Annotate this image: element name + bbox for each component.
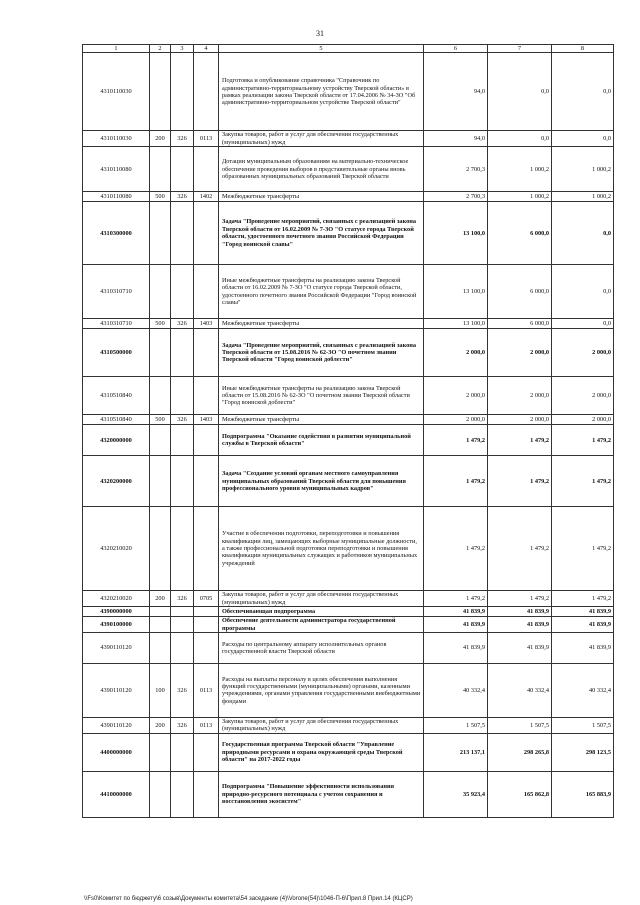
- cell-name: Подпрограмма "Повышение эффективности использования природно-ресурсного потенциала с учетом сохранения и восстановления экосистем": [219, 771, 424, 817]
- cell-v2: 1 479,2: [488, 591, 552, 607]
- cell-v1: 1 479,2: [424, 507, 488, 591]
- cell-name: Участие в обеспечении подготовки, переподготовки и повышения квалификации лиц, замещающих выборные муниципальные должности, а также профессиональной подготовки переподготовки и повышения квалификации муниципальных служащих и работников муниципальных учреждений: [219, 507, 424, 591]
- cell-c2: 500: [150, 415, 171, 425]
- cell-c2: 500: [150, 192, 171, 202]
- cell-v2: 0,0: [488, 131, 552, 147]
- cell-code: 4320200000: [83, 456, 150, 507]
- cell-c4: [194, 771, 219, 817]
- table-row: [83, 632, 614, 663]
- cell-c3: [171, 632, 194, 663]
- cell-c4: 1403: [194, 415, 219, 425]
- cell-v3: 1 479,2: [552, 507, 614, 591]
- cell-code: 4310500000: [83, 329, 150, 377]
- cell-v2: 41 839,9: [488, 632, 552, 663]
- cell-v2: 298 265,8: [488, 733, 552, 771]
- header-cell: 4: [194, 45, 219, 53]
- cell-c4: [194, 632, 219, 663]
- table-row: [83, 771, 614, 817]
- cell-v1: 1 479,2: [424, 425, 488, 456]
- cell-v1: 94,0: [424, 131, 488, 147]
- cell-code: 4400000000: [83, 733, 150, 771]
- cell-c2: [150, 607, 171, 617]
- cell-v3: 1 479,2: [552, 425, 614, 456]
- header-row: [83, 45, 614, 53]
- cell-c3: [171, 147, 194, 192]
- cell-name: Задача "Проведение мероприятий, связанных с реализацией закона Тверской области от 15.08.2016 № 62-ЗО "О почетном звании Тверской области "Город воинской доблести": [219, 329, 424, 377]
- cell-v3: 0,0: [552, 319, 614, 329]
- cell-c4: [194, 377, 219, 415]
- page-number: 31: [316, 29, 324, 38]
- cell-v2: 6 000,0: [488, 202, 552, 265]
- cell-v2: 40 332,4: [488, 663, 552, 717]
- table-row: [83, 319, 614, 329]
- table-row: [83, 717, 614, 733]
- cell-v2: 1 479,2: [488, 425, 552, 456]
- cell-v3: 40 332,4: [552, 663, 614, 717]
- cell-c2: [150, 456, 171, 507]
- cell-code: 4390110120: [83, 717, 150, 733]
- cell-name: Подготовка и опубликование справочника "Справочник по административно-территориальному устройству Тверской области» в рамках реализации закона Тверской области от 17.04.2006 № 34-ЗО "Об административно-территориальном устройстве Тверской области": [219, 53, 424, 131]
- cell-v1: 13 100,0: [424, 319, 488, 329]
- cell-c3: [171, 607, 194, 617]
- cell-c4: [194, 507, 219, 591]
- cell-v1: 213 137,1: [424, 733, 488, 771]
- cell-name: Межбюджетные трансферты: [219, 415, 424, 425]
- table-row: [83, 202, 614, 265]
- cell-c2: 200: [150, 717, 171, 733]
- cell-c3: [171, 425, 194, 456]
- cell-v3: 2 000,0: [552, 415, 614, 425]
- cell-code: 4320210020: [83, 507, 150, 591]
- cell-c3: [171, 265, 194, 319]
- table-row: [83, 329, 614, 377]
- cell-v1: 1 479,2: [424, 591, 488, 607]
- cell-v2: 2 000,0: [488, 377, 552, 415]
- cell-c2: [150, 202, 171, 265]
- cell-v2: 165 862,8: [488, 771, 552, 817]
- table-row: [83, 415, 614, 425]
- cell-c2: [150, 147, 171, 192]
- budget-table: [82, 44, 614, 818]
- cell-v2: 1 000,2: [488, 192, 552, 202]
- cell-c4: [194, 617, 219, 633]
- cell-code: 4310510840: [83, 377, 150, 415]
- cell-c4: 0113: [194, 663, 219, 717]
- cell-name: Задача "Создание условий органам местного самоуправления муниципальных образований Тверской области для повышения профессионального уровня муниципальных кадров": [219, 456, 424, 507]
- cell-c2: 100: [150, 663, 171, 717]
- cell-c4: [194, 202, 219, 265]
- cell-c2: [150, 617, 171, 633]
- cell-c4: 1403: [194, 319, 219, 329]
- cell-v1: 13 100,0: [424, 202, 488, 265]
- cell-c4: 0113: [194, 717, 219, 733]
- cell-code: 4320210020: [83, 591, 150, 607]
- cell-c3: 326: [171, 131, 194, 147]
- cell-c2: [150, 265, 171, 319]
- table-row: [83, 425, 614, 456]
- cell-v3: 2 000,0: [552, 377, 614, 415]
- cell-c2: [150, 377, 171, 415]
- table-row: [83, 663, 614, 717]
- cell-c3: [171, 377, 194, 415]
- cell-c3: [171, 617, 194, 633]
- cell-v1: 2 000,0: [424, 415, 488, 425]
- cell-c2: [150, 733, 171, 771]
- cell-c2: 500: [150, 319, 171, 329]
- cell-code: 4390110120: [83, 663, 150, 717]
- cell-name: Обеспечивающая подпрограмма: [219, 607, 424, 617]
- cell-v3: 165 883,9: [552, 771, 614, 817]
- cell-v1: 1 507,5: [424, 717, 488, 733]
- cell-v2: 41 839,9: [488, 617, 552, 633]
- cell-code: 4390110120: [83, 632, 150, 663]
- cell-v2: 41 839,9: [488, 607, 552, 617]
- cell-c3: 326: [171, 192, 194, 202]
- cell-c3: 326: [171, 319, 194, 329]
- cell-v1: 41 839,9: [424, 617, 488, 633]
- cell-c3: 326: [171, 415, 194, 425]
- header-cell: 8: [552, 45, 614, 53]
- header-cell: 7: [488, 45, 552, 53]
- cell-code: 4310310710: [83, 265, 150, 319]
- cell-name: Государственная программа Тверской области "Управление природными ресурсами и охрана окружающей среды Тверской области" на 2017-2022 годы: [219, 733, 424, 771]
- cell-name: Расходы по центральному аппарату исполнительных органов государственной власти Тверской области: [219, 632, 424, 663]
- cell-code: 4310110080: [83, 192, 150, 202]
- cell-c2: [150, 53, 171, 131]
- cell-c4: [194, 733, 219, 771]
- cell-name: Задача "Проведение мероприятий, связанных с реализацией закона Тверской области от 16.02.2009 № 7-ЗО "О статусе города Тверской области, удостоенного почетного звания Российской Федерации "Город воинской славы": [219, 202, 424, 265]
- cell-c4: [194, 265, 219, 319]
- cell-v3: 0,0: [552, 202, 614, 265]
- table-row: [83, 147, 614, 192]
- cell-v3: 1 479,2: [552, 456, 614, 507]
- cell-v2: 2 000,0: [488, 415, 552, 425]
- cell-v3: 0,0: [552, 131, 614, 147]
- cell-c4: 0113: [194, 131, 219, 147]
- cell-v3: 1 479,2: [552, 591, 614, 607]
- cell-v2: 0,0: [488, 53, 552, 131]
- cell-c3: [171, 733, 194, 771]
- cell-v3: 0,0: [552, 53, 614, 131]
- table-row: [83, 607, 614, 617]
- cell-v2: 6 000,0: [488, 319, 552, 329]
- cell-name: Межбюджетные трансферты: [219, 192, 424, 202]
- cell-c4: [194, 53, 219, 131]
- header-cell: 6: [424, 45, 488, 53]
- header-cell: 3: [171, 45, 194, 53]
- cell-name: Расходы на выплаты персоналу в целях обеспечения выполнения функций государственными (муниципальными) органами, казенными учреждениями, органами управления государственными внебюджетными фондами: [219, 663, 424, 717]
- table-row: [83, 617, 614, 633]
- cell-c3: 326: [171, 591, 194, 607]
- cell-c2: 200: [150, 591, 171, 607]
- cell-v1: 13 100,0: [424, 265, 488, 319]
- cell-v3: 41 839,9: [552, 632, 614, 663]
- table-row: [83, 591, 614, 607]
- cell-code: 4310510840: [83, 415, 150, 425]
- cell-c3: [171, 53, 194, 131]
- cell-v1: 40 332,4: [424, 663, 488, 717]
- cell-v1: 2 000,0: [424, 329, 488, 377]
- table-row: [83, 507, 614, 591]
- table-row: [83, 53, 614, 131]
- header-cell: 1: [83, 45, 150, 53]
- cell-c4: 1402: [194, 192, 219, 202]
- cell-v3: 2 000,0: [552, 329, 614, 377]
- cell-v1: 2 000,0: [424, 377, 488, 415]
- cell-v1: 35 923,4: [424, 771, 488, 817]
- cell-v2: 2 000,0: [488, 329, 552, 377]
- table-row: [83, 456, 614, 507]
- cell-c2: [150, 425, 171, 456]
- cell-c4: [194, 329, 219, 377]
- cell-code: 4310110030: [83, 53, 150, 131]
- cell-c2: [150, 329, 171, 377]
- cell-code: 4310310710: [83, 319, 150, 329]
- cell-code: 4410000000: [83, 771, 150, 817]
- cell-v3: 0,0: [552, 265, 614, 319]
- cell-name: Закупка товаров, работ и услуг для обеспечения государственных (муниципальных) нужд: [219, 591, 424, 607]
- cell-v3: 1 000,2: [552, 192, 614, 202]
- table-row: [83, 192, 614, 202]
- table-row: [83, 131, 614, 147]
- cell-c3: 326: [171, 717, 194, 733]
- cell-c4: [194, 456, 219, 507]
- cell-v2: 6 000,0: [488, 265, 552, 319]
- cell-v3: 41 839,9: [552, 607, 614, 617]
- cell-name: Обеспечение деятельности администратора государственной программы: [219, 617, 424, 633]
- cell-v1: 2 700,3: [424, 147, 488, 192]
- cell-c3: [171, 771, 194, 817]
- cell-c3: [171, 507, 194, 591]
- cell-v1: 1 479,2: [424, 456, 488, 507]
- cell-code: 4320000000: [83, 425, 150, 456]
- cell-c2: 200: [150, 131, 171, 147]
- cell-c2: [150, 632, 171, 663]
- cell-v1: 41 839,9: [424, 607, 488, 617]
- cell-v1: 2 700,3: [424, 192, 488, 202]
- cell-c2: [150, 507, 171, 591]
- cell-name: Межбюджетные трансферты: [219, 319, 424, 329]
- table-body: [83, 45, 614, 818]
- table-row: [83, 733, 614, 771]
- cell-c3: [171, 329, 194, 377]
- cell-name: Дотации муниципальным образованиям на материально-техническое обеспечение проведения выборов в представительные органы вновь образованных муниципальных образований Тверской области: [219, 147, 424, 192]
- cell-name: Подпрограмма "Оказание содействия в развитии муниципальной службы в Тверской области": [219, 425, 424, 456]
- cell-v3: 1 507,5: [552, 717, 614, 733]
- cell-c4: [194, 425, 219, 456]
- cell-name: Иные межбюджетные трансферты на реализацию закона Тверской области от 16.02.2009 № 7-ЗО "О статусе города Тверской области, удостоенного почетного звания Российской Федерации "Город воинской славы": [219, 265, 424, 319]
- cell-v3: 1 000,2: [552, 147, 614, 192]
- cell-name: Закупка товаров, работ и услуг для обеспечения государственных (муниципальных) нужд: [219, 131, 424, 147]
- cell-c4: 0705: [194, 591, 219, 607]
- header-cell: 5: [219, 45, 424, 53]
- table-row: [83, 265, 614, 319]
- cell-v1: 94,0: [424, 53, 488, 131]
- cell-code: 4310110080: [83, 147, 150, 192]
- cell-v2: 1 000,2: [488, 147, 552, 192]
- cell-code: 4310300000: [83, 202, 150, 265]
- table-row: [83, 377, 614, 415]
- cell-code: 4390000000: [83, 607, 150, 617]
- header-cell: 2: [150, 45, 171, 53]
- cell-code: 4390100000: [83, 617, 150, 633]
- cell-c2: [150, 771, 171, 817]
- cell-v3: 298 123,5: [552, 733, 614, 771]
- cell-c4: [194, 147, 219, 192]
- cell-v2: 1 479,2: [488, 456, 552, 507]
- cell-c4: [194, 607, 219, 617]
- cell-v1: 41 839,9: [424, 632, 488, 663]
- cell-v2: 1 507,5: [488, 717, 552, 733]
- file-path-footer: \\Fs0\Комитет по бюджету\6 созыв\Документы комитета\54 заседание (4)\Vorone(54)\1046-П-6\Прил.8 Прил.14 (КЦСР): [84, 896, 413, 902]
- cell-name: Иные межбюджетные трансферты на реализацию закона Тверской области от 15.08.2016 № 62-ЗО "О почетном звании Тверской области "Город воинской доблести": [219, 377, 424, 415]
- cell-v2: 1 479,2: [488, 507, 552, 591]
- cell-c3: 326: [171, 663, 194, 717]
- cell-name: Закупка товаров, работ и услуг для обеспечения государственных (муниципальных) нужд: [219, 717, 424, 733]
- cell-code: 4310110030: [83, 131, 150, 147]
- cell-c3: [171, 202, 194, 265]
- cell-v3: 41 839,9: [552, 617, 614, 633]
- cell-c3: [171, 456, 194, 507]
